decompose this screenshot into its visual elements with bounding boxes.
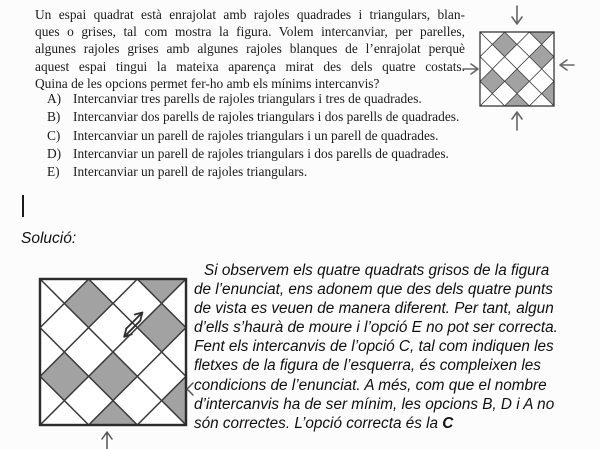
statement-line: aquest espai tingui la mateixa aparença mirat des dels quatre costats. — [35, 58, 465, 74]
option-label: A) — [47, 91, 62, 106]
problem-statement — [35, 6, 465, 92]
option-text: Intercanviar tres parells de rajoles triangulars i tres de quadrades. — [73, 91, 422, 106]
arrow-left-small-icon — [187, 383, 193, 395]
option-label: B) — [47, 109, 61, 125]
solution-line: d’intercanvis ha de ser mínim, les opcions B, D i A no — [194, 395, 555, 413]
solution-line-text: són correctes. L’opció correcta és la — [194, 414, 443, 432]
arrow-up-icon — [512, 112, 522, 130]
statement-line: algunes rajoles grises amb algunes rajoles blanques de l’enrajolat perquè — [35, 41, 465, 57]
answer-letter: C — [442, 414, 454, 432]
text-cursor[interactable] — [22, 195, 24, 217]
option-text: Intercanviar un parell de rajoles triangulars. — [73, 164, 308, 180]
option-c — [47, 127, 467, 145]
options-list — [47, 90, 467, 181]
arrow-down-icon — [512, 6, 522, 24]
solution-line: de vista es veuen de manera diferent. Per tant, algun — [194, 300, 554, 318]
option-text: Intercanviar un parell de rajoles triangulars i un parell de quadrades. — [73, 127, 439, 143]
solution-text — [194, 261, 598, 433]
option-a — [47, 90, 467, 108]
solution-line: Si observem els quatre quadrats grisos de la figura — [204, 262, 550, 279]
arrow-right-icon — [463, 64, 478, 74]
solution-line: fletxes de la figura de l’esquerra, és compleixen les — [194, 357, 541, 375]
arrow-up-icon — [102, 432, 112, 449]
option-text: Intercanviar un parell de rajoles triangulars i dos parells de quadrades. — [73, 145, 449, 161]
solution-line: de l’enunciat, ens adonem que des dels quatre punts — [194, 281, 553, 299]
option-d — [47, 145, 467, 163]
option-e — [47, 163, 467, 181]
solution-heading: Solució: — [21, 230, 77, 247]
solution-last-line — [194, 414, 598, 433]
solution-line: Fent els intercanvis de l’opció C, tal com indiquen les — [194, 338, 554, 356]
option-b — [47, 108, 467, 126]
solution-figure — [32, 272, 204, 449]
option-label: C) — [47, 127, 61, 143]
statement-line: Quina de les opcions permet fer-ho amb els mínims intercanvis? — [35, 75, 380, 91]
statement-line: ques o grises, tal com mostra la figura. Volem intercanviar, per parelles, — [35, 24, 465, 40]
option-label: E) — [47, 164, 60, 180]
solution-line: condicions de l’enunciat. A més, com que el nombre — [194, 376, 547, 394]
option-text: Intercanviar dos parells de rajoles triangulars i dos parells de quadrades. — [73, 109, 460, 125]
solution-line: d’ells s’haurà de moure i l’opció E no pot ser correcta. — [194, 319, 558, 337]
statement-figure — [461, 2, 579, 136]
arrow-left-icon — [560, 60, 574, 70]
option-label: D) — [47, 145, 62, 161]
statement-line: Un espai quadrat està enrajolat amb rajoles quadrades i triangulars, blan- — [35, 7, 465, 22]
